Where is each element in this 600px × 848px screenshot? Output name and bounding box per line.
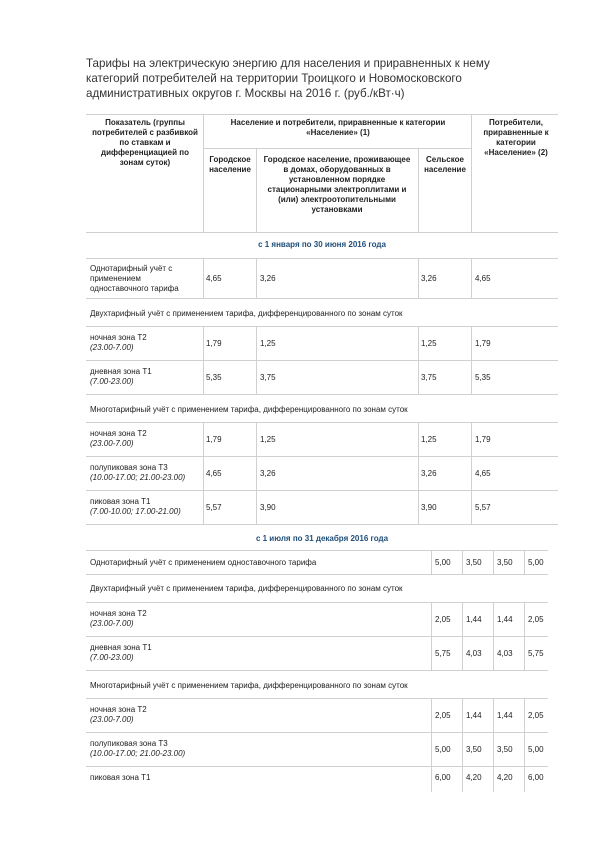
p2-single-v1: 5,00 [435, 558, 451, 567]
p2-single-v4: 5,00 [528, 558, 544, 567]
p2-vline-c1 [431, 698, 432, 792]
p1-tz1-hours: (7.00-23.00) [90, 377, 134, 386]
p1-mz2-v1: 5,57 [206, 503, 222, 512]
header-vline-4 [471, 114, 472, 232]
p1-single-v1: 4,65 [206, 274, 222, 283]
p1-mz0-v3: 1,25 [421, 435, 437, 444]
p1-tz1-v1: 5,35 [206, 373, 222, 382]
p1-rule-8 [86, 524, 558, 525]
p1-two-zone-header: Двухтарифный учёт с применением тарифа, дифференцированного по зонам суток [90, 309, 403, 318]
p1-vline-c4 [471, 422, 472, 524]
p1-rule-2 [86, 326, 558, 327]
p1-rule-4 [86, 394, 558, 395]
p2-mz1-v2: 3,50 [466, 745, 482, 754]
p2-rule-3 [86, 636, 548, 637]
p2-mz0-v4: 2,05 [528, 711, 544, 720]
p1-tz1-v4: 5,35 [475, 373, 491, 382]
p2-vline-a3 [493, 550, 494, 574]
p2-vline-b4 [524, 602, 525, 670]
p1-tz0-label: ночная зона Т2 [90, 333, 147, 342]
p2-tz0-v4: 2,05 [528, 615, 544, 624]
p1-mz0-v1: 1,79 [206, 435, 222, 444]
header-population-group: Население и потребители, приравненные к категории «Население» (1) [230, 118, 446, 137]
p1-vline-b1 [203, 326, 204, 394]
p1-mz1-v2: 3,26 [260, 469, 276, 478]
p1-vline-a4 [471, 258, 472, 298]
p2-mz0-label: ночная зона Т2 [90, 705, 147, 714]
p1-mz0-v4: 1,79 [475, 435, 491, 444]
p2-tz1-v4: 5,75 [528, 649, 544, 658]
p2-mz0-v3: 1,44 [497, 711, 513, 720]
p1-vline-a3 [418, 258, 419, 298]
p2-tz0-label: ночная зона Т2 [90, 609, 147, 618]
p2-mz2-v2: 4,20 [466, 773, 482, 782]
p2-mz2-v1: 6,00 [435, 773, 451, 782]
header-rule-top [86, 114, 558, 115]
p1-vline-b2 [256, 326, 257, 394]
p1-mz0-label: ночная зона Т2 [90, 429, 147, 438]
p2-mz1-label: полупиковая зона Т3 [90, 739, 168, 748]
p1-mz1-hours: (10.00-17.00; 21.00-23.00) [90, 473, 186, 482]
p2-vline-a4 [524, 550, 525, 574]
p1-tz1-v2: 3,75 [260, 373, 276, 382]
p2-tz0-hours: (23.00-7.00) [90, 619, 134, 628]
p2-tz1-v2: 4,03 [466, 649, 482, 658]
p1-rule-6 [86, 456, 558, 457]
p2-mz2-v3: 4,20 [497, 773, 513, 782]
p2-rule-1 [86, 574, 548, 575]
p2-multi-zone-header: Многотарифный учёт с применением тарифа, дифференцированного по зонам суток [90, 681, 408, 690]
p1-tz1-label: дневная зона Т1 [90, 367, 152, 376]
header-equated: Потребители, приравненные к категории «Население» (2) [483, 118, 549, 157]
p1-mz2-v2: 3,90 [260, 503, 276, 512]
header-urban: Городское население [209, 155, 251, 174]
p2-tz0-v2: 1,44 [466, 615, 482, 624]
p2-mz1-hours: (10.00-17.00; 21.00-23.00) [90, 749, 186, 758]
p2-rule-6 [86, 732, 548, 733]
header-urban-stoves: Городское население, проживающее в домах, оборудованных в установленном порядке стационарными электроплитами и (или) электроотопительными установками [263, 155, 411, 214]
p2-mz0-v2: 1,44 [466, 711, 482, 720]
p1-mz1-v1: 4,65 [206, 469, 222, 478]
p1-multi-zone-header: Многотарифный учёт с применением тарифа, дифференцированного по зонам суток [90, 405, 408, 414]
p1-vline-b4 [471, 326, 472, 394]
p2-two-zone-header: Двухтарифный учёт с применением тарифа, дифференцированного по зонам суток [90, 584, 403, 593]
p2-rule-0 [86, 550, 548, 551]
p1-mz0-hours: (23.00-7.00) [90, 439, 134, 448]
p1-mz2-v3: 3,90 [421, 503, 437, 512]
p1-tz0-v2: 1,25 [260, 339, 276, 348]
p1-tz0-v1: 1,79 [206, 339, 222, 348]
p1-single-v2: 3,26 [260, 274, 276, 283]
p1-mz1-label: полупиковая зона Т3 [90, 463, 168, 472]
p2-rule-7 [86, 766, 548, 767]
p1-tz1-v3: 3,75 [421, 373, 437, 382]
p1-tz0-hours: (23.00-7.00) [90, 343, 134, 352]
p2-rule-2 [86, 602, 548, 603]
header-rule-mid [203, 148, 471, 149]
p2-mz2-label: пиковая зона Т1 [90, 773, 151, 782]
p2-tz1-hours: (7.00-23.00) [90, 653, 134, 662]
p2-mz0-hours: (23.00-7.00) [90, 715, 134, 724]
p1-tz0-v3: 1,25 [421, 339, 437, 348]
header-rule-bottom [86, 232, 558, 233]
page-title: Тарифы на электрическую энергию для населения и приравненных к нему категорий потребителей на территории Троицкого и Новомосковского административных округов г. Москвы на 2016 г. (руб./кВт·ч) [86, 57, 490, 100]
p2-single-v2: 3,50 [466, 558, 482, 567]
p2-tz1-v1: 5,75 [435, 649, 451, 658]
header-vline-2 [256, 148, 257, 232]
p1-single-label: Однотарифный учёт с применением одноставочного тарифа [90, 264, 179, 293]
p2-mz1-v4: 5,00 [528, 745, 544, 754]
p2-mz2-v4: 6,00 [528, 773, 544, 782]
p1-mz1-v3: 3,26 [421, 469, 437, 478]
p1-single-v4: 4,65 [475, 274, 491, 283]
p1-single-v3: 3,26 [421, 274, 437, 283]
p1-tz0-v4: 1,79 [475, 339, 491, 348]
p1-rule-3 [86, 360, 558, 361]
p2-tz0-v3: 1,44 [497, 615, 513, 624]
p1-vline-c2 [256, 422, 257, 524]
header-vline-3 [418, 148, 419, 232]
p2-vline-b2 [462, 602, 463, 670]
header-rural: Сельское население [424, 155, 466, 174]
p1-mz2-v4: 5,57 [475, 503, 491, 512]
p2-single-label: Однотарифный учёт с применением одноставочного тарифа [90, 558, 317, 567]
p1-vline-c3 [418, 422, 419, 524]
p1-mz1-v4: 4,65 [475, 469, 491, 478]
p2-mz1-v1: 5,00 [435, 745, 451, 754]
period2-title: с 1 июля по 31 декабря 2016 года [255, 534, 389, 543]
p1-mz2-hours: (7.00-10.00; 17.00-21.00) [90, 507, 181, 516]
p2-vline-c3 [493, 698, 494, 792]
p2-rule-4 [86, 670, 548, 671]
p2-vline-c4 [524, 698, 525, 792]
p1-rule-5 [86, 422, 558, 423]
p2-rule-5 [86, 698, 548, 699]
p2-vline-a1 [431, 550, 432, 574]
p2-tz0-v1: 2,05 [435, 615, 451, 624]
p2-tz1-label: дневная зона Т1 [90, 643, 152, 652]
p2-vline-b1 [431, 602, 432, 670]
header-indicator: Показатель (группы потребителей с разбивкой по ставкам и дифференциацией по зонам суток) [92, 118, 198, 167]
p1-mz0-v2: 1,25 [260, 435, 276, 444]
p1-vline-a2 [256, 258, 257, 298]
p2-mz0-v1: 2,05 [435, 711, 451, 720]
p2-single-v3: 3,50 [497, 558, 513, 567]
p2-vline-a2 [462, 550, 463, 574]
p1-rule-0 [86, 258, 558, 259]
p1-vline-a1 [203, 258, 204, 298]
p1-rule-7 [86, 490, 558, 491]
p1-rule-1 [86, 298, 558, 299]
p2-vline-b3 [493, 602, 494, 670]
p2-vline-c2 [462, 698, 463, 792]
p2-tz1-v3: 4,03 [497, 649, 513, 658]
period1-title: с 1 января по 30 июня 2016 года [258, 240, 386, 249]
p2-mz1-v3: 3,50 [497, 745, 513, 754]
p1-vline-b3 [418, 326, 419, 394]
p1-mz2-label: пиковая зона Т1 [90, 497, 151, 506]
p1-vline-c1 [203, 422, 204, 524]
